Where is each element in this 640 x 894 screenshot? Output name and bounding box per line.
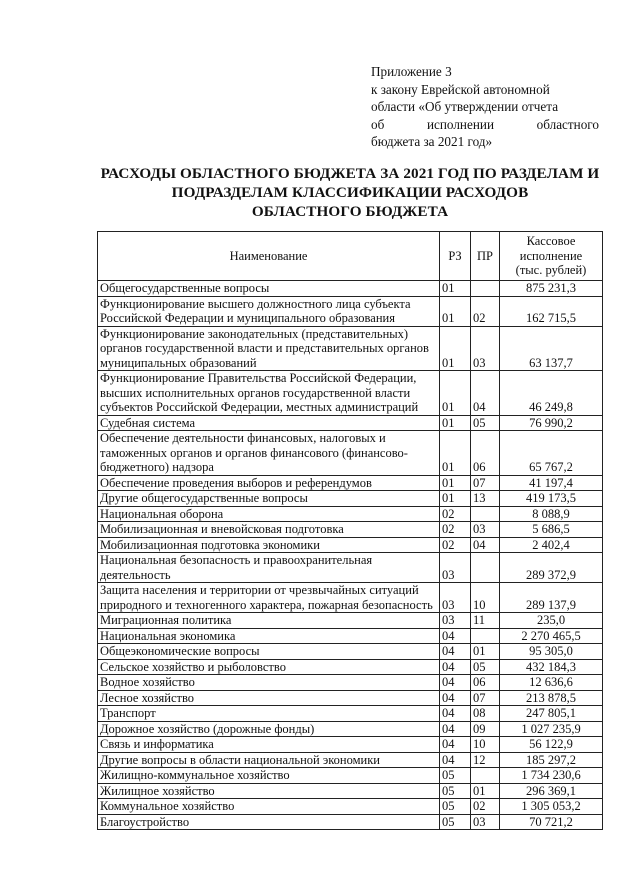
row-amount: 2 402,4 <box>500 537 603 553</box>
row-name: Водное хозяйство <box>98 675 440 691</box>
row-amount: 247 805,1 <box>500 706 603 722</box>
appendix-line: области «Об утверждении отчета <box>371 99 559 114</box>
row-subsection-code <box>471 553 500 583</box>
row-subsection-code: 06 <box>471 431 500 476</box>
row-name: Благоустройство <box>98 814 440 830</box>
row-amount: 63 137,7 <box>500 326 603 371</box>
row-section-code: 04 <box>440 659 471 675</box>
row-name: Связь и информатика <box>98 737 440 753</box>
row-name: Защита населения и территории от чрезвычайных ситуаций природного и техногенного характера, пожарная безопасность <box>98 583 440 613</box>
header-amount <box>500 232 603 281</box>
row-name: Судебная система <box>98 415 440 431</box>
row-subsection-code: 10 <box>471 737 500 753</box>
row-amount: 296 369,1 <box>500 783 603 799</box>
row-section-code: 04 <box>440 675 471 691</box>
table-row <box>98 475 603 491</box>
table-row <box>98 752 603 768</box>
title-line: РАСХОДЫ ОБЛАСТНОГО БЮДЖЕТА ЗА 2021 ГОД ПО РАЗДЕЛАМ И <box>100 165 600 182</box>
row-section-code: 04 <box>440 721 471 737</box>
row-section-code: 05 <box>440 799 471 815</box>
table-row <box>98 296 603 326</box>
row-name: Транспорт <box>98 706 440 722</box>
row-name: Дорожное хозяйство (дорожные фонды) <box>98 721 440 737</box>
document-title <box>95 164 605 221</box>
row-amount: 419 173,5 <box>500 491 603 507</box>
row-amount: 1 305 053,2 <box>500 799 603 815</box>
row-section-code: 01 <box>440 431 471 476</box>
row-amount: 2 270 465,5 <box>500 628 603 644</box>
title-line: ОБЛАСТНОГО БЮДЖЕТА <box>251 203 449 220</box>
row-subsection-code: 02 <box>471 799 500 815</box>
row-subsection-code: 07 <box>471 475 500 491</box>
row-name: Другие вопросы в области национальной экономики <box>98 752 440 768</box>
row-subsection-code: 03 <box>471 522 500 538</box>
row-amount: 41 197,4 <box>500 475 603 491</box>
row-name: Обеспечение деятельности финансовых, налоговых и таможенных органов и органов финансового (финансово-бюджетного) надзора <box>98 431 440 476</box>
table-row <box>98 737 603 753</box>
row-section-code: 01 <box>440 296 471 326</box>
row-subsection-code: 10 <box>471 583 500 613</box>
row-name: Функционирование высшего должностного лица субъекта Российской Федерации и муниципального образования <box>98 296 440 326</box>
row-name: Общегосударственные вопросы <box>98 281 440 297</box>
row-subsection-code: 05 <box>471 659 500 675</box>
row-section-code: 04 <box>440 644 471 660</box>
table-row <box>98 721 603 737</box>
row-amount: 5 686,5 <box>500 522 603 538</box>
row-section-code: 05 <box>440 768 471 784</box>
row-name: Национальная безопасность и правоохранительная деятельность <box>98 553 440 583</box>
table-row <box>98 644 603 660</box>
row-subsection-code: 13 <box>471 491 500 507</box>
row-section-code: 01 <box>440 326 471 371</box>
row-subsection-code: 04 <box>471 537 500 553</box>
row-section-code: 03 <box>440 553 471 583</box>
table-row <box>98 415 603 431</box>
table-row <box>98 553 603 583</box>
table-row <box>98 783 603 799</box>
row-amount: 95 305,0 <box>500 644 603 660</box>
row-name: Функционирование законодательных (представительных) органов государственной власти и представительных органов муниципальных образований <box>98 326 440 371</box>
row-name: Коммунальное хозяйство <box>98 799 440 815</box>
table-row <box>98 659 603 675</box>
row-section-code: 04 <box>440 690 471 706</box>
row-amount: 70 721,2 <box>500 814 603 830</box>
row-subsection-code: 02 <box>471 296 500 326</box>
row-section-code: 05 <box>440 783 471 799</box>
row-section-code: 02 <box>440 537 471 553</box>
row-subsection-code: 07 <box>471 690 500 706</box>
row-subsection-code: 03 <box>471 326 500 371</box>
appendix-note <box>371 63 599 151</box>
header-amount-line: исполнение <box>519 248 583 263</box>
row-section-code: 03 <box>440 613 471 629</box>
expenditure-table <box>97 231 603 830</box>
row-section-code: 01 <box>440 491 471 507</box>
row-amount: 12 636,6 <box>500 675 603 691</box>
row-section-code: 03 <box>440 583 471 613</box>
row-name: Мобилизационная и вневойсковая подготовка <box>98 522 440 538</box>
row-subsection-code <box>471 768 500 784</box>
row-amount: 213 878,5 <box>500 690 603 706</box>
row-subsection-code: 03 <box>471 814 500 830</box>
table-body <box>98 281 603 830</box>
table-row <box>98 675 603 691</box>
row-name: Функционирование Правительства Российской Федерации, высших исполнительных органов государственной власти субъектов Российской Федерации, местных администраций <box>98 371 440 416</box>
appendix-number: Приложение 3 <box>371 64 452 79</box>
row-section-code: 04 <box>440 628 471 644</box>
row-name: Жилищно-коммунальное хозяйство <box>98 768 440 784</box>
row-section-code: 04 <box>440 752 471 768</box>
row-section-code: 01 <box>440 281 471 297</box>
row-section-code: 01 <box>440 371 471 416</box>
table-row <box>98 506 603 522</box>
header-name: Наименование <box>98 232 440 281</box>
row-subsection-code <box>471 628 500 644</box>
table-row <box>98 491 603 507</box>
row-subsection-code: 05 <box>471 415 500 431</box>
row-amount: 235,0 <box>500 613 603 629</box>
row-amount: 8 088,9 <box>500 506 603 522</box>
table-row <box>98 522 603 538</box>
row-amount: 56 122,9 <box>500 737 603 753</box>
table-row <box>98 326 603 371</box>
table-row <box>98 613 603 629</box>
table-row <box>98 628 603 644</box>
row-name: Другие общегосударственные вопросы <box>98 491 440 507</box>
appendix-line: к закону Еврейской автономной <box>371 81 550 97</box>
row-subsection-code: 11 <box>471 613 500 629</box>
row-section-code: 02 <box>440 522 471 538</box>
row-name: Национальная экономика <box>98 628 440 644</box>
row-subsection-code: 09 <box>471 721 500 737</box>
row-amount: 1 027 235,9 <box>500 721 603 737</box>
table-row <box>98 281 603 297</box>
table-header-row <box>98 232 603 281</box>
row-name: Мобилизационная подготовка экономики <box>98 537 440 553</box>
row-subsection-code <box>471 506 500 522</box>
table-row <box>98 768 603 784</box>
row-amount: 875 231,3 <box>500 281 603 297</box>
row-amount: 185 297,2 <box>500 752 603 768</box>
table-row <box>98 799 603 815</box>
row-amount: 162 715,5 <box>500 296 603 326</box>
row-name: Национальная оборона <box>98 506 440 522</box>
row-name: Лесное хозяйство <box>98 690 440 706</box>
row-name: Миграционная политика <box>98 613 440 629</box>
table-row <box>98 537 603 553</box>
row-subsection-code: 12 <box>471 752 500 768</box>
row-name: Сельское хозяйство и рыболовство <box>98 659 440 675</box>
row-section-code: 01 <box>440 475 471 491</box>
row-subsection-code <box>471 281 500 297</box>
table-row <box>98 690 603 706</box>
row-section-code: 02 <box>440 506 471 522</box>
row-name: Общеэкономические вопросы <box>98 644 440 660</box>
row-amount: 46 249,8 <box>500 371 603 416</box>
row-subsection-code: 06 <box>471 675 500 691</box>
table-row <box>98 431 603 476</box>
row-amount: 1 734 230,6 <box>500 768 603 784</box>
table-row <box>98 583 603 613</box>
header-amount-line: (тыс. рублей) <box>515 263 587 278</box>
row-amount: 289 372,9 <box>500 553 603 583</box>
row-amount: 289 137,9 <box>500 583 603 613</box>
row-section-code: 04 <box>440 737 471 753</box>
header-section: РЗ <box>440 232 471 281</box>
row-amount: 65 767,2 <box>500 431 603 476</box>
row-name: Обеспечение проведения выборов и референдумов <box>98 475 440 491</box>
row-section-code: 05 <box>440 814 471 830</box>
table-row <box>98 371 603 416</box>
row-subsection-code: 01 <box>471 783 500 799</box>
appendix-line: бюджета за 2021 год» <box>371 134 493 149</box>
appendix-line: об исполнении областного <box>371 116 599 132</box>
row-subsection-code: 08 <box>471 706 500 722</box>
row-subsection-code: 01 <box>471 644 500 660</box>
table-row <box>98 706 603 722</box>
row-section-code: 01 <box>440 415 471 431</box>
header-subsection: ПР <box>471 232 500 281</box>
header-amount-line: Кассовое <box>526 234 576 249</box>
row-amount: 76 990,2 <box>500 415 603 431</box>
title-line: ПОДРАЗДЕЛАМ КЛАССИФИКАЦИИ РАСХОДОВ <box>171 184 529 201</box>
row-subsection-code: 04 <box>471 371 500 416</box>
row-name: Жилищное хозяйство <box>98 783 440 799</box>
row-amount: 432 184,3 <box>500 659 603 675</box>
table-row <box>98 814 603 830</box>
row-section-code: 04 <box>440 706 471 722</box>
